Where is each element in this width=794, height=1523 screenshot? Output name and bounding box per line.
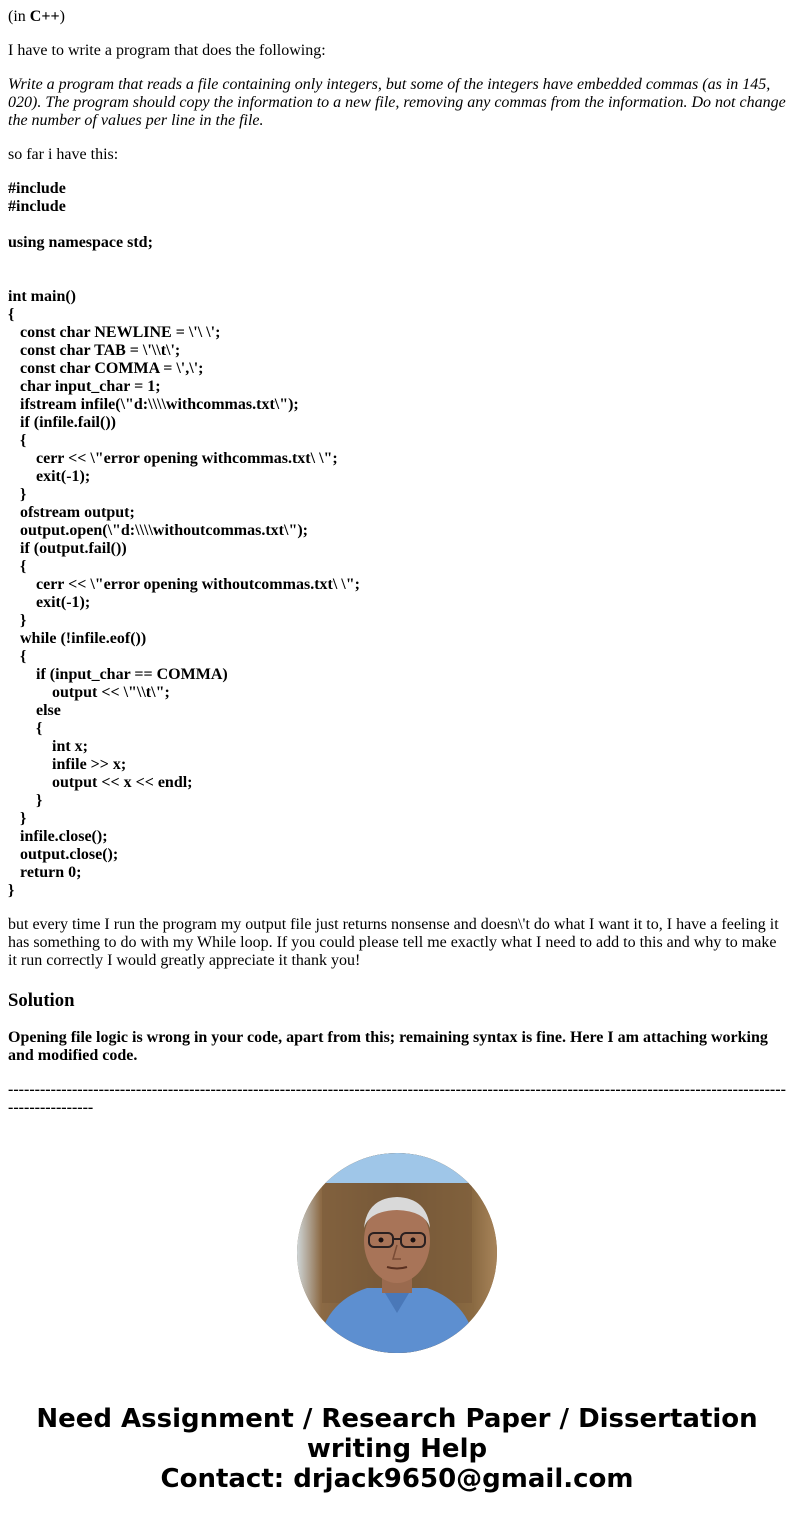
code-line: { bbox=[8, 432, 27, 449]
code-line: if (output.fail()) bbox=[8, 540, 127, 557]
author-photo-circle bbox=[297, 1153, 497, 1353]
promo-banner bbox=[0, 1404, 794, 1494]
language-note bbox=[8, 8, 786, 26]
promo-contact: Contact: drjack9650@gmail.com bbox=[160, 1464, 634, 1494]
language-suffix: ) bbox=[59, 8, 65, 25]
code-line: #include bbox=[8, 198, 66, 215]
code-line: #include bbox=[8, 180, 66, 197]
code-line: ifstream infile(\"d:\\\\withcommas.txt\"); bbox=[8, 396, 299, 413]
question-closing: but every time I run the program my output file just returns nonsense and doesn\'t do what I want it to, I have a feeling it has something to do with my While loop. If you could please tell me exactly what I need to add to this and why to make it run correctly I would greatly appreciate it thank you! bbox=[8, 916, 779, 969]
code-line: exit(-1); bbox=[8, 594, 91, 611]
solution-heading: Solution bbox=[8, 990, 75, 1011]
code-line: const char NEWLINE = \'\ \'; bbox=[8, 324, 221, 341]
code-line: while (!infile.eof()) bbox=[8, 630, 147, 647]
code-line: { bbox=[8, 306, 15, 323]
question-intro: I have to write a program that does the following: bbox=[8, 42, 326, 59]
solution-text-bold: Opening file logic is wrong in your code, apart from this; remaining syntax is fine. Here I am attaching working and modified code. bbox=[8, 1029, 768, 1064]
code-line: output.close(); bbox=[8, 846, 119, 863]
code-line: } bbox=[8, 810, 27, 827]
code-line: infile >> x; bbox=[8, 756, 127, 773]
code-line: if (input_char == COMMA) bbox=[8, 666, 228, 683]
code-line: else bbox=[8, 702, 61, 719]
code-line: } bbox=[8, 792, 43, 809]
code-line: output << x << endl; bbox=[8, 774, 193, 791]
task-description bbox=[8, 76, 786, 130]
code-line: { bbox=[8, 648, 27, 665]
code-line: } bbox=[8, 882, 15, 899]
code-line: } bbox=[8, 612, 27, 629]
author-photo bbox=[297, 1153, 497, 1353]
task-text: Write a program that reads a file containing only integers, but some of the integers have embedded commas (as in 145, 020). The program should copy the information to a new file, removing any commas from the information. Do not change the number of values per line in the file. bbox=[8, 76, 786, 129]
portrait-illustration bbox=[297, 1153, 497, 1353]
code-line: { bbox=[8, 558, 27, 575]
separator-line: ------------------------------------------------------------------------------------------------------------------------------------------------------------------ bbox=[8, 1081, 786, 1116]
code-line: const char COMMA = \',\'; bbox=[8, 360, 204, 377]
code-line: char input_char = 1; bbox=[8, 378, 161, 395]
code-line: const char TAB = \'\\t\'; bbox=[8, 342, 181, 359]
code-line bbox=[8, 252, 786, 270]
code-line: int main() bbox=[8, 288, 76, 305]
code-line: ofstream output; bbox=[8, 504, 135, 521]
code-line: int x; bbox=[8, 738, 88, 755]
code-line: { bbox=[8, 720, 43, 737]
solution-text bbox=[8, 1029, 786, 1065]
code-line: } bbox=[8, 486, 27, 503]
code-block bbox=[8, 180, 786, 900]
language-name: C++ bbox=[29, 8, 60, 25]
promo-line-2: writing Help bbox=[306, 1434, 488, 1464]
code-line: using namespace std; bbox=[8, 234, 153, 251]
code-line: if (infile.fail()) bbox=[8, 414, 116, 431]
language-prefix: (in bbox=[8, 8, 30, 25]
code-line: return 0; bbox=[8, 864, 82, 881]
so-far-text: so far i have this: bbox=[8, 146, 119, 163]
code-line: output.open(\"d:\\\\withoutcommas.txt\"); bbox=[8, 522, 308, 539]
code-line: infile.close(); bbox=[8, 828, 108, 845]
code-line: output << \"\\t\"; bbox=[8, 684, 170, 701]
code-line: exit(-1); bbox=[8, 468, 91, 485]
code-line: cerr << \"error opening withoutcommas.txt\ \"; bbox=[8, 576, 360, 593]
promo-line-1: Need Assignment / Research Paper / Dissertation bbox=[36, 1404, 758, 1434]
code-line bbox=[8, 270, 786, 288]
code-line bbox=[8, 216, 786, 234]
code-line: cerr << \"error opening withcommas.txt\ \"; bbox=[8, 450, 338, 467]
